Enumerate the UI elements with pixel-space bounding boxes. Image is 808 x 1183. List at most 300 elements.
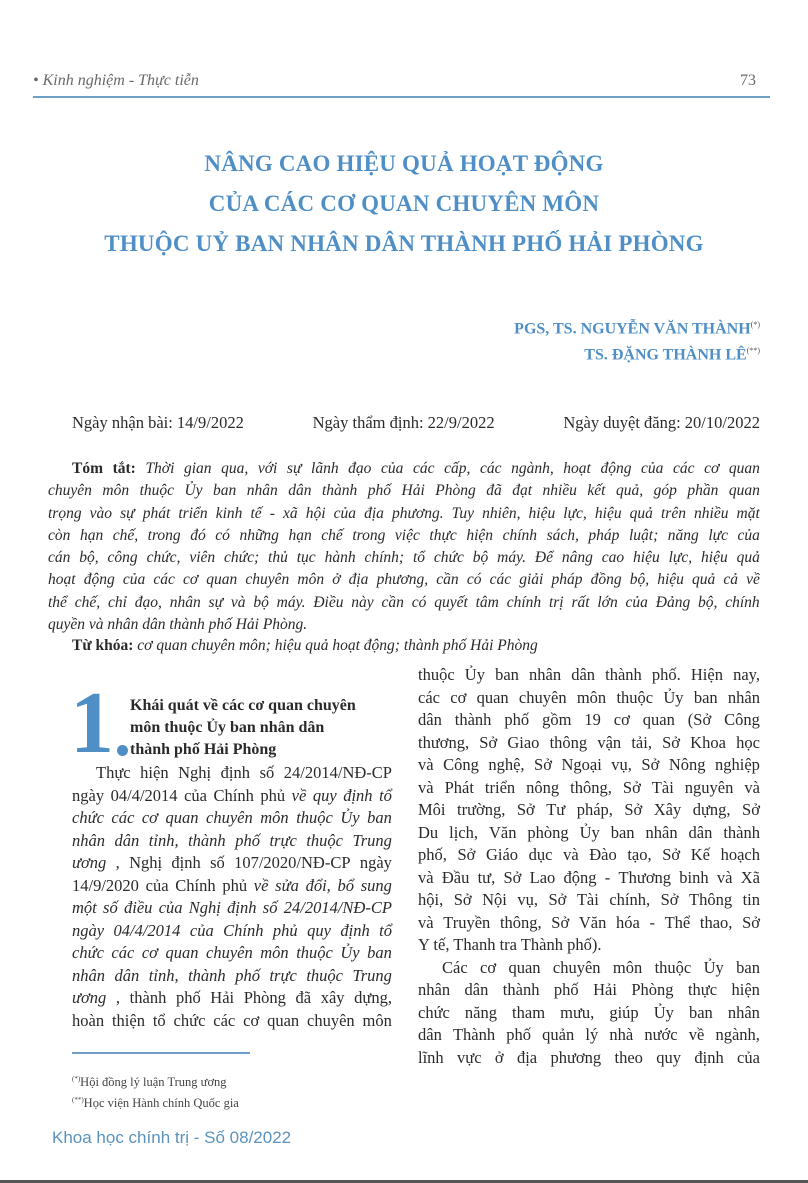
- word: sửa: [275, 875, 299, 895]
- word: phố: [367, 482, 392, 500]
- text-line: [72, 807, 392, 830]
- word: của: [122, 571, 146, 589]
- word: phố: [504, 710, 530, 729]
- word: môn: [260, 943, 289, 962]
- word: chức: [72, 943, 104, 962]
- word: môn: [260, 808, 289, 827]
- text-line: [48, 569, 760, 591]
- word: Đào: [589, 845, 617, 864]
- word: quả,: [615, 482, 644, 500]
- word: chức: [433, 549, 464, 567]
- word: dựng,: [354, 988, 392, 1007]
- word: năng: [667, 526, 699, 544]
- word: số: [103, 898, 118, 917]
- word: bổ: [337, 875, 354, 895]
- text-segment: quyền và nhân dân thành phố Hải Phòng.: [48, 616, 308, 634]
- word: địa: [516, 1047, 538, 1067]
- word: ,: [115, 853, 120, 872]
- word: quy: [307, 920, 331, 940]
- text-line: [418, 1047, 760, 1070]
- word: sự: [208, 593, 224, 611]
- footnote-rule: [72, 1052, 250, 1054]
- word: ngành,: [511, 460, 554, 477]
- word: Nghị: [178, 763, 212, 782]
- word: ban: [693, 687, 718, 707]
- author: [514, 340, 760, 366]
- word: Tuy: [451, 504, 475, 522]
- word: chế: [321, 526, 343, 544]
- word: trong: [147, 526, 181, 544]
- word: phố: [506, 1025, 532, 1044]
- word: và: [744, 777, 760, 797]
- word: Truyền: [443, 912, 491, 932]
- word: vận: [597, 732, 622, 752]
- word: Tóm: [72, 460, 103, 477]
- word: ban: [688, 1002, 713, 1022]
- word: số: [259, 763, 275, 782]
- word: phương: [550, 1047, 602, 1067]
- word: của: [184, 785, 207, 805]
- word: Sở: [457, 845, 476, 864]
- word: Sở: [641, 755, 660, 774]
- text-line: [72, 785, 392, 808]
- word: dân: [464, 980, 489, 999]
- word: Văn: [488, 822, 517, 842]
- word: nhân: [727, 1002, 760, 1022]
- word: đó: [190, 526, 206, 544]
- footnote-text: Học viện Hành chính Quốc gia: [83, 1096, 239, 1111]
- word: các: [413, 460, 435, 477]
- word: chuyên: [307, 1010, 355, 1030]
- word: quan: [267, 1010, 300, 1030]
- word: Sở: [742, 912, 760, 932]
- word: chức,: [146, 549, 181, 567]
- text-line: [72, 830, 392, 853]
- word: Thành: [452, 1025, 496, 1044]
- word: tổ: [412, 549, 426, 567]
- word: Công: [724, 710, 760, 729]
- word: đồng: [590, 571, 622, 589]
- section-number: 1: [70, 675, 114, 772]
- word: lực,: [668, 549, 693, 567]
- review-date: Ngày thẩm định: 22/9/2022: [312, 413, 495, 432]
- word: lý: [585, 1025, 599, 1044]
- word: phòng: [527, 822, 569, 842]
- word: 19: [584, 710, 601, 729]
- text-line: [72, 897, 392, 920]
- word: ngày: [72, 785, 105, 805]
- word: cơ: [182, 571, 199, 589]
- word: Đầu: [441, 867, 470, 887]
- word: binh: [679, 867, 709, 887]
- word: thành: [188, 830, 226, 850]
- word: góp: [653, 482, 677, 500]
- word: dân: [288, 482, 312, 500]
- word: quan: [206, 571, 238, 589]
- received-date: Ngày nhận bài: 14/9/2022: [72, 413, 244, 432]
- word: mưu,: [560, 1002, 595, 1022]
- word: định: [171, 853, 201, 872]
- word: cơ: [141, 808, 158, 827]
- word: phương,: [376, 571, 429, 589]
- word: chính;: [364, 549, 405, 567]
- author-name: TS. ĐẶNG THÀNH LÊ: [584, 346, 747, 364]
- word: Nội: [482, 890, 507, 909]
- word: nay,: [733, 665, 760, 684]
- word: Hiện: [690, 665, 723, 684]
- word: lực: [708, 526, 728, 544]
- word: của: [189, 920, 214, 940]
- footnote-mark: (*): [72, 1075, 81, 1083]
- text-line: [72, 875, 392, 898]
- text-line: [418, 732, 760, 755]
- word: môn: [612, 957, 643, 977]
- word: tâm: [475, 593, 499, 611]
- word: quan: [165, 808, 199, 827]
- word: Sở: [622, 777, 641, 797]
- word: Sở: [534, 755, 552, 774]
- word: tắt:: [112, 460, 136, 477]
- word: quan: [165, 943, 199, 962]
- text-line: [418, 979, 760, 1002]
- word: Hải: [593, 980, 617, 999]
- word: Phòng: [435, 482, 476, 500]
- word: Thương: [618, 867, 672, 887]
- word: Xã: [740, 867, 760, 887]
- word: viên: [189, 549, 216, 567]
- word: quản: [542, 1025, 575, 1044]
- body-column-right: [418, 664, 760, 1069]
- word: phố: [175, 988, 201, 1007]
- word: của: [737, 1047, 760, 1067]
- word: thành: [188, 965, 226, 985]
- word: Công: [443, 755, 479, 774]
- word: Sở: [503, 867, 522, 887]
- text-line: [48, 503, 760, 525]
- word: (Sở: [687, 710, 712, 729]
- word: -: [649, 912, 655, 932]
- word: hoạt: [563, 460, 591, 477]
- word: bộ,: [698, 593, 718, 611]
- page-number: 73: [740, 72, 756, 89]
- word: về: [291, 785, 307, 805]
- word: Ủy: [340, 808, 360, 827]
- word: nhân: [418, 980, 451, 999]
- word: của: [737, 526, 760, 544]
- word: dân: [418, 1025, 442, 1044]
- word: môn: [297, 571, 325, 589]
- title-line: CỦA CÁC CƠ QUAN CHUYÊN MÔN: [208, 191, 600, 216]
- section-heading: [130, 695, 392, 761]
- text-line: [418, 687, 760, 710]
- word: Sở: [548, 890, 567, 909]
- word: tạo,: [627, 845, 652, 864]
- word: thông: [549, 732, 588, 752]
- word: phố,: [418, 845, 447, 864]
- word: chức: [72, 808, 104, 827]
- word: Ủy: [653, 1002, 674, 1022]
- word: dân: [418, 710, 442, 729]
- word: ở: [332, 571, 341, 589]
- word: cả: [723, 571, 739, 589]
- word: Lao: [529, 867, 556, 887]
- word: đổi,: [305, 875, 331, 895]
- word: theo: [614, 1047, 643, 1067]
- word: 24/2014/NĐ-CP: [283, 763, 392, 782]
- word: quan: [508, 957, 541, 977]
- keywords-label: Từ khóa:: [72, 637, 138, 654]
- word: mặt: [736, 504, 760, 522]
- word: Ngoại: [561, 755, 602, 774]
- word: sự: [120, 504, 135, 522]
- word: hạn: [79, 526, 104, 544]
- word: của: [641, 460, 664, 477]
- text-line: [418, 754, 760, 777]
- word: máy.: [497, 549, 527, 567]
- word: Phòng: [631, 980, 674, 999]
- word: Chính: [223, 920, 264, 940]
- word: thành: [129, 988, 167, 1007]
- word: hạn: [288, 526, 312, 544]
- word: trực: [269, 965, 297, 985]
- word: Thực: [96, 763, 131, 782]
- text-segment: Y tế, Thanh tra Thành phố).: [418, 935, 602, 954]
- word: đã: [295, 988, 312, 1007]
- body-column-left: [72, 762, 392, 1032]
- text-line: [72, 762, 392, 785]
- word: định: [694, 1047, 724, 1067]
- word: phố: [235, 830, 260, 850]
- word: kết: [587, 482, 606, 500]
- text-line: [418, 912, 760, 935]
- word: hiệu: [633, 549, 660, 567]
- word: có: [215, 526, 230, 544]
- word: máy.: [276, 593, 306, 611]
- word: của: [145, 875, 169, 895]
- word: cơ: [243, 1010, 260, 1030]
- word: trên: [660, 504, 686, 522]
- word: lĩnh: [418, 1047, 444, 1067]
- keywords: [72, 636, 538, 656]
- word: thuộc: [616, 687, 654, 707]
- word: hiện: [466, 526, 494, 544]
- word: thao,: [699, 912, 733, 932]
- word: thuộc: [306, 830, 343, 850]
- word: năng: [464, 1002, 497, 1022]
- word: nhân: [72, 965, 105, 985]
- authors: [514, 314, 760, 367]
- word: thực: [429, 526, 457, 544]
- word: ngày: [359, 853, 392, 872]
- word: giúp: [609, 1002, 639, 1022]
- word: Trung: [352, 830, 392, 850]
- word: này: [351, 593, 374, 611]
- author-name: PGS, TS. NGUYỄN VĂN THÀNH: [514, 320, 751, 338]
- word: nước: [644, 1025, 678, 1044]
- word: dân: [114, 965, 140, 985]
- word: Hải: [401, 482, 425, 500]
- word: Ủy: [703, 957, 724, 977]
- word: pháp: [551, 571, 583, 589]
- word: và: [230, 593, 246, 611]
- word: trị: [548, 593, 564, 611]
- word: trường,: [456, 800, 506, 819]
- text-line: [48, 614, 760, 636]
- word: nhân: [169, 593, 201, 611]
- word: lãnh: [311, 460, 339, 477]
- word: qua,: [221, 460, 249, 477]
- word: Sở: [662, 845, 681, 864]
- word: Chính: [175, 875, 216, 895]
- word: thực: [687, 980, 718, 999]
- word: Sở: [516, 800, 535, 819]
- word: các: [111, 943, 135, 962]
- title-line: THUỘC UỶ BAN NHÂN DÂN THÀNH PHỐ HẢI PHÒNG: [104, 231, 704, 256]
- word: định: [227, 898, 257, 917]
- text-line: [418, 664, 760, 687]
- word: Kế: [690, 845, 710, 864]
- word: phố.: [651, 665, 681, 684]
- word: hoàn: [72, 1010, 105, 1030]
- word: Đảng: [655, 593, 691, 611]
- article-dates: [72, 413, 760, 433]
- word: 04/4/2014: [113, 920, 181, 940]
- word: hội,: [418, 890, 444, 909]
- word: nhân: [727, 687, 760, 707]
- word: tổ: [379, 920, 392, 940]
- header-rule: [33, 96, 770, 98]
- word: cơ: [613, 710, 630, 729]
- word: và: [418, 867, 434, 887]
- text-line: [72, 965, 392, 988]
- word: đạo: [348, 460, 372, 477]
- word: các: [479, 460, 502, 477]
- word: thuộc: [418, 665, 455, 684]
- word: công: [107, 549, 138, 567]
- author: [514, 314, 760, 340]
- word: 24/2014/NĐ-CP: [283, 898, 392, 917]
- text-line: [418, 1002, 760, 1025]
- word: số: [210, 853, 225, 872]
- word: Giáo: [485, 845, 519, 864]
- text-line: [418, 957, 760, 980]
- word: trực: [269, 830, 297, 850]
- word: Trung: [352, 965, 392, 985]
- word: cần: [436, 571, 459, 589]
- word: hành: [324, 549, 356, 567]
- word: phát: [142, 504, 171, 522]
- word: Môi: [418, 800, 446, 819]
- word: số: [262, 898, 278, 917]
- footnotes: [72, 1070, 239, 1112]
- word: -: [604, 867, 611, 887]
- word: phần: [687, 482, 719, 500]
- text-line: [418, 889, 760, 912]
- word: Tài: [651, 777, 674, 797]
- word: vực: [457, 1047, 482, 1067]
- word: các: [153, 571, 175, 589]
- word: Sở: [660, 890, 679, 909]
- word: tải,: [631, 732, 652, 752]
- word: quan: [476, 687, 509, 707]
- word: nghiệp: [714, 755, 760, 774]
- word: Tài: [576, 890, 599, 909]
- word: Hải: [210, 988, 235, 1007]
- text-line: [418, 1024, 760, 1047]
- word: lịch,: [449, 822, 478, 842]
- word: còn: [48, 526, 71, 544]
- word: với: [257, 460, 278, 477]
- word: thành: [723, 822, 760, 842]
- text-line: [48, 592, 760, 614]
- word: nâng: [561, 549, 593, 567]
- word: chuyên: [552, 957, 601, 977]
- word: phủ: [272, 920, 298, 940]
- word: các: [418, 687, 440, 707]
- word: Thể: [664, 912, 691, 932]
- word: Sở: [624, 800, 643, 819]
- word: đạo,: [134, 593, 162, 611]
- word: ương: [72, 988, 107, 1007]
- word: hoạch: [720, 845, 760, 864]
- word: và: [418, 912, 434, 932]
- word: thuộc: [654, 957, 692, 977]
- word: môn: [102, 482, 130, 500]
- word: gồm: [542, 710, 572, 729]
- word: cao: [601, 549, 625, 567]
- word: ngày: [72, 920, 105, 940]
- word: thành: [605, 665, 642, 684]
- word: điều: [123, 898, 153, 917]
- section-heading-line: thành phố Hải Phòng: [130, 739, 392, 761]
- word: nhiều: [694, 504, 729, 522]
- word: cơ: [704, 460, 720, 477]
- word: môn: [576, 687, 607, 707]
- word: gian: [183, 460, 212, 477]
- text-line: [48, 480, 760, 502]
- word: về: [253, 875, 269, 895]
- word: ban: [736, 957, 760, 977]
- word: dân: [571, 665, 596, 684]
- text-line: [418, 867, 760, 890]
- word: trọng: [48, 504, 82, 522]
- word: 107/2020/NĐ-CP: [234, 853, 351, 872]
- word: Điều: [313, 593, 344, 611]
- text-line: [48, 525, 760, 547]
- word: bộ,: [629, 571, 650, 589]
- word: hiệu: [657, 571, 684, 589]
- word: và: [418, 777, 434, 797]
- word: vụ,: [517, 890, 538, 909]
- word: đạt: [512, 482, 533, 500]
- word: quyết: [434, 593, 468, 611]
- word: động: [83, 571, 115, 589]
- word: triển: [178, 504, 208, 522]
- word: Du: [418, 822, 439, 842]
- word: động: [563, 867, 597, 887]
- word: thể: [48, 593, 67, 611]
- word: chuyên: [245, 571, 290, 589]
- word: của: [333, 504, 356, 522]
- word: có: [411, 593, 427, 611]
- word: Tư: [546, 800, 566, 819]
- word: quan: [728, 460, 760, 477]
- text-line: [48, 547, 760, 569]
- word: và: [563, 845, 579, 864]
- bullet-dot-icon: [117, 745, 128, 756]
- text-line: [72, 852, 392, 875]
- word: Sở: [662, 732, 681, 752]
